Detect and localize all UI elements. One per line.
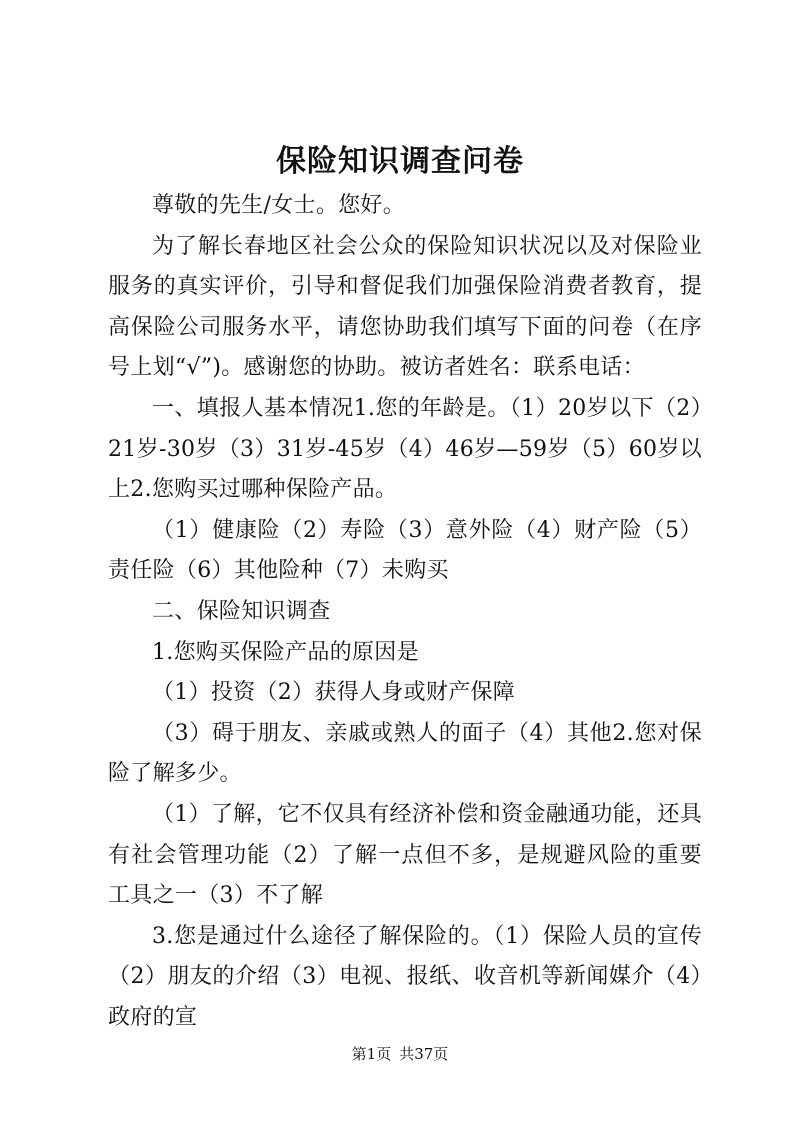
- question-two-options: （1）了解，它不仅具有经济补偿和资金融通功能，还具有社会管理功能（2）了解一点但不多，是规避风险的重要工具之一（3）不了解: [108, 801, 702, 909]
- intro-paragraph: 为了解长春地区社会公众的保险知识状况以及对保险业服务的真实评价，引导和督促我们加强保险消费者教育，提高保险公司服务水平，请您协助我们填写下面的问卷（在序号上划“√”)。感谢您的协助。被访者姓名：联系电话：: [108, 233, 702, 381]
- document-body: [108, 186, 702, 1038]
- greeting-paragraph: 尊敬的先生/女士。您好。: [152, 193, 406, 218]
- section-two-heading: 二、保险知识调查: [152, 598, 331, 624]
- section-one-paragraph: 一、填报人基本情况1.您的年龄是。（1）20岁以下（2）21岁-30岁（3）31岁-45岁（4）46岁—59岁（5）60岁以上2.您购买过哪种保险产品。: [108, 395, 702, 503]
- document-title: 保险知识调查问卷: [276, 144, 524, 179]
- page-number: 第1页: [351, 1045, 392, 1063]
- question-three-paragraph: 3.您是通过什么途径了解保险的。（1）保险人员的宣传（2）朋友的介绍（3）电视、报纸、收音机等新闻媒介（4）政府的宣: [108, 923, 702, 1030]
- question-one-options-a: （1）投资（2）获得人身或财产保障: [152, 680, 516, 706]
- page-footer: [0, 1044, 800, 1064]
- total-pages: 共37页: [399, 1045, 449, 1063]
- product-options-paragraph: （1）健康险（2）寿险（3）意外险（4）财产险（5）责任险（6）其他险种（7）未购买: [108, 517, 702, 584]
- question-one-options-b: （3）碍于朋友、亲戚或熟人的面子（4）其他2.您对保险了解多少。: [108, 720, 702, 787]
- question-one-paragraph: 1.您购买保险产品的原因是: [152, 639, 419, 665]
